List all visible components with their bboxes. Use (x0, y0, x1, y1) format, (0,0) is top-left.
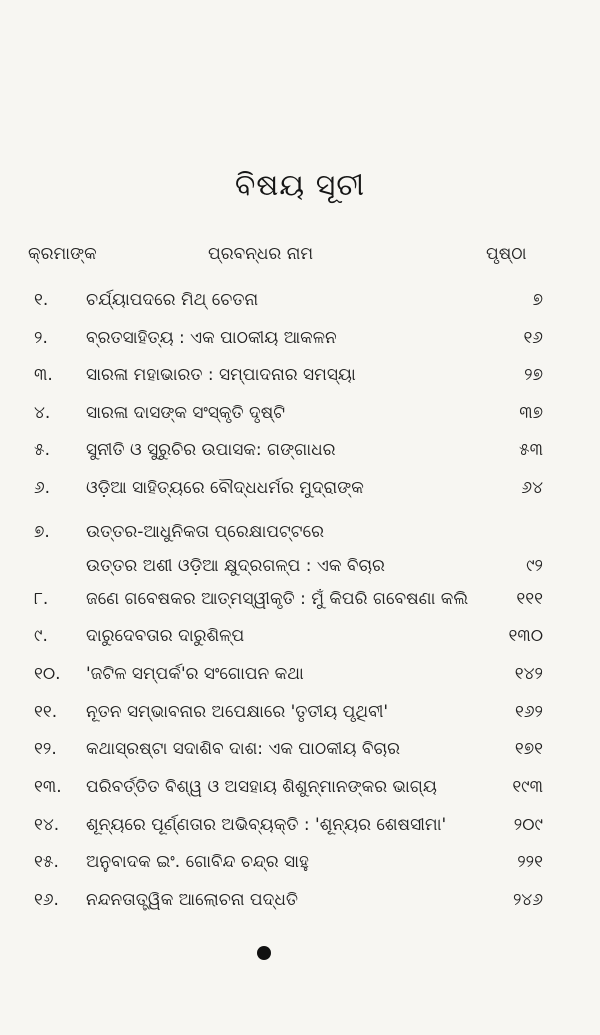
entry-page-number: ୨୭ (524, 365, 543, 385)
entry-number: ୧୨. (34, 739, 57, 759)
title-column-header: ପ୍ରବନ୍ଧର ନାମ (208, 244, 314, 264)
entry-page-number: ୧୬ (523, 328, 543, 348)
entry-number: ୧୦. (34, 664, 61, 684)
entry-page-number: ୨୪୬ (512, 890, 543, 910)
entry-title: ସାରଳା ଦାସଙ୍କ ସଂସ୍କୃତି ଦୃଷ୍ଟି (86, 403, 286, 423)
entry-title: ନୂତନ ସମ୍ଭାବନାର ଅପେକ୍ଷାରେ 'ତୃତୀୟ ପୃଥିବୀ' (86, 702, 389, 722)
entry-page-number: ୭ (532, 290, 543, 310)
entry-page-number: ୧୭୧ (514, 739, 543, 759)
entry-number: ୮. (34, 589, 49, 609)
page-title: ବିଷୟ ସୂଚୀ (234, 168, 366, 203)
entry-title: କଥାସ୍ରଷ୍ଟା ସଦାଶିବ ଦାଶ: ଏକ ପାଠକୀୟ ବିଚାର (86, 739, 400, 759)
entry-title: 'ଜଟିଳ ସମ୍ପର୍କ'ର ସଂଗୋପନ କଥା (86, 664, 304, 684)
page-bullet-mark (257, 946, 271, 960)
entry-title: ବ୍ରତସାହିତ୍ୟ : ଏକ ପାଠକୀୟ ଆକଳନ (86, 328, 337, 348)
entry-title-continued: ଉତ୍ତର ଅଶୀ ଓଡ଼ିଆ କ୍ଷୁଦ୍ରଗଳ୍ପ : ଏକ ବିଚାର (86, 556, 385, 576)
entry-page-number: ୨୨୧ (517, 852, 543, 872)
entry-number: ୬. (34, 478, 51, 498)
entry-title: ସୁନୀତି ଓ ସୁରୁଚିର ଉପାସକ: ଗଙ୍ଗାଧର (86, 440, 336, 460)
entry-page-number: ୬୪ (521, 478, 543, 498)
entry-page-number: ୨୦୯ (513, 815, 543, 835)
entry-title: ଅନୁବାଦକ ଇଂ. ଗୋବିନ୍ଦ ଚନ୍ଦ୍ର ସାହୁ (86, 852, 309, 872)
entry-page-number: ୧୪୨ (514, 664, 543, 684)
entry-number: ୧୬. (34, 890, 59, 910)
serial-column-header: କ୍ରମାଙ୍କ (28, 244, 97, 264)
entry-number: ୩. (34, 365, 53, 385)
entry-title: ପରିବର୍ତ୍ତିତ ବିଶ୍ୱ ଓ ଅସହାୟ ଶିଶୁନ୍ମାନଙ୍କର ଭାଗ୍ୟ (86, 777, 437, 797)
entry-number: ୧. (34, 290, 49, 310)
entry-title: ଓଡ଼ିଆ ସାହିତ୍ୟରେ ବୌଦ୍ଧଧର୍ମର ମୁଦ୍ରାଙ୍କ (86, 478, 364, 498)
entry-title: ଦାରୁଦେବତାର ଦାରୁଶିଳ୍ପ (86, 626, 245, 646)
entry-number: ୧୩. (34, 777, 62, 797)
page-column-header: ପୃଷ୍ଠା (486, 244, 527, 264)
entry-page-number: ୯୨ (526, 556, 543, 576)
entry-number: ୧୫. (34, 852, 59, 872)
entry-number: ୧୪. (34, 815, 60, 835)
entry-number: ୯. (34, 626, 48, 646)
entry-title: ଶୂନ୍ୟରେ ପୂର୍ଣ୍ଣତାର ଅଭିବ୍ୟକ୍ତି : 'ଶୂନ୍ୟର ଶେଷସୀମା' (86, 815, 447, 835)
entry-number: ୧୧. (34, 702, 58, 722)
entry-number: ୭. (34, 522, 50, 542)
entry-title: ଉତ୍ତର-ଆଧୁନିକତା ପ୍ରେକ୍ଷାପଟ୍ଟରେ (86, 522, 324, 542)
entry-page-number: ୩୭ (519, 403, 543, 423)
entry-number: ୨. (34, 328, 48, 348)
entry-title: ସାରଳା ମହାଭାରତ : ସମ୍ପାଦନାର ସମସ୍ୟା (86, 365, 356, 385)
entry-page-number: ୫୩ (519, 440, 543, 460)
entry-number: ୫. (34, 440, 51, 460)
entry-page-number: ୧୬୨ (515, 702, 543, 722)
entry-page-number: ୧୯୩ (512, 777, 543, 797)
entry-title: ଚର୍ଯ୍ୟାପଦରେ ମିଥ୍ ଚେତନା (86, 290, 259, 310)
entry-page-number: ୧୧୧ (516, 589, 543, 609)
entry-number: ୪. (34, 403, 51, 423)
entry-title: ନନ୍ଦନତାତ୍ତ୍ୱିକ ଆଲୋଚନା ପଦ୍ଧତି (86, 890, 298, 910)
entry-page-number: ୧୩୦ (508, 626, 543, 646)
entry-title: ଜଣେ ଗବେଷକର ଆତ୍ମସ୍ୱୀକୃତି : ମୁଁ କିପରି ଗବେଷଣା କଲି (86, 589, 469, 609)
